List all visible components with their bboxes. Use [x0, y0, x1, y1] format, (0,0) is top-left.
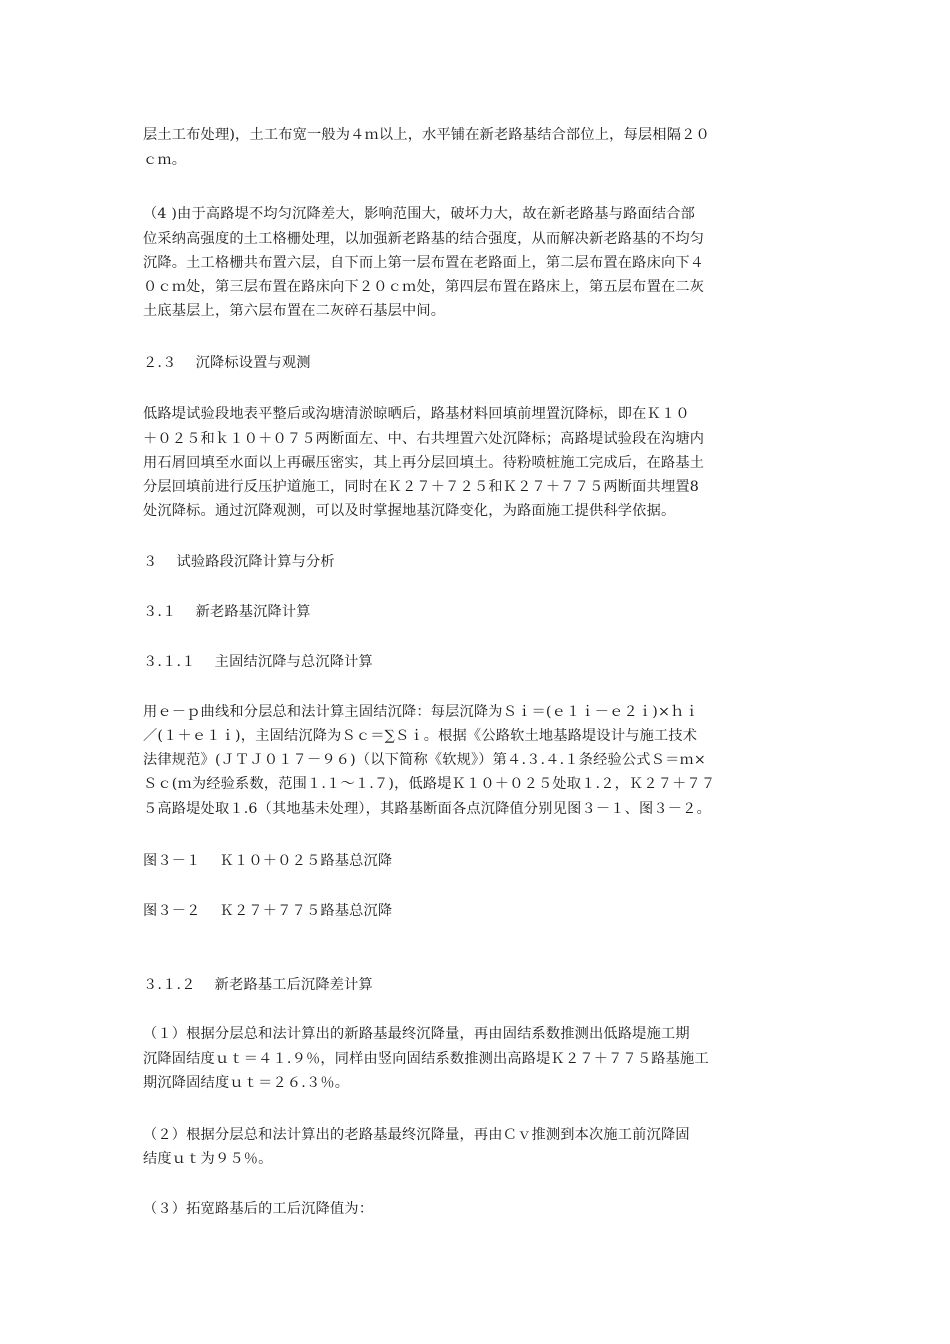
text-line: 处沉降标。通过沉降观测，可以及时掌握地基沉降变化，为路面施工提供科学依据。 — [143, 503, 676, 519]
text-line: Ｓｃ(ｍ为经验系数，范围１.１～１.７)，低路堤Ｋ１０＋０２５处取１.２，Ｋ２７＋７７ — [143, 776, 716, 792]
text-line: 分层回填前进行反压护道施工，同时在Ｋ２７＋７２５和Ｋ２７＋７７５两断面共埋置8 — [143, 479, 699, 495]
figure-caption: 图３－１ Ｋ１０＋０２５路基总沉降 — [143, 853, 393, 869]
text-line: ／(１＋ｅ１ｉ)，主固结沉降为Ｓｃ＝∑Ｓｉ。根据《公路软土地基路堤设计与施工技术 — [143, 728, 698, 744]
text-line: （３）拓宽路基后的工后沉降值为： — [143, 1201, 374, 1217]
text-line: ５高路堤处取１.6（其地基未处理），其路基断面各点沉降值分别见图３－１、图３－２。 — [143, 801, 711, 817]
text-line: 位采纳高强度的土工格栅处理，以加强新老路基的结合强度，从而解决新老路基的不均匀 — [143, 231, 705, 247]
text-line: ０ｃｍ处，第三层布置在路床向下２０ｃｍ处，第四层布置在路床上，第五层布置在二灰 — [143, 279, 705, 295]
text-line: ｃｍ。 — [143, 152, 187, 168]
section-heading: ３.１.１ 主固结沉降与总沉降计算 — [143, 654, 373, 670]
text-line: 用石屑回填至水面以上再碾压密实，其上再分层回填土。待粉喷桩施工完成后，在路基土 — [143, 455, 705, 471]
section-heading: ２.３ 沉降标设置与观测 — [143, 355, 311, 371]
text-line: 层土工布处理)，土工布宽一般为４ｍ以上，水平铺在新老路基结合部位上，每层相隔２０ — [143, 127, 710, 143]
section-heading: ３ 试验路段沉降计算与分析 — [143, 554, 335, 570]
text-line: （２）根据分层总和法计算出的老路基最终沉降量，再由Ｃｖ推测到本次施工前沉降固 — [143, 1127, 690, 1143]
text-line: （4 )由于高路堤不均匀沉降差大，影响范围大，破坏力大，故在新老路基与路面结合部 — [143, 206, 696, 222]
text-line: 用ｅ－ｐ曲线和分层总和法计算主固结沉降：每层沉降为Ｓｉ＝(ｅ１ｉ－ｅ２ｉ)×ｈｉ — [143, 704, 699, 720]
text-line: 土底基层上，第六层布置在二灰碎石基层中间。 — [143, 303, 446, 319]
text-line: ＋０２５和ｋ１０＋０７５两断面左、中、右共埋置六处沉降标；高路堤试验段在沟塘内 — [143, 431, 705, 447]
section-heading: ３.１ 新老路基沉降计算 — [143, 604, 311, 620]
text-line: （１）根据分层总和法计算出的新路基最终沉降量，再由固结系数推测出低路堤施工期 — [143, 1026, 690, 1042]
text-line: 沉降固结度ｕｔ＝４１.９％，同样由竖向固结系数推测出高路堤Ｋ２７＋７７５路基施工 — [143, 1051, 709, 1067]
text-line: 沉降。土工格栅共布置六层，自下而上第一层布置在老路面上，第二层布置在路床向下４ — [143, 255, 705, 271]
section-heading: ３.１.２ 新老路基工后沉降差计算 — [143, 977, 373, 993]
text-line: 低路堤试验段地表平整后或沟塘清淤晾晒后，路基材料回填前埋置沉降标，即在Ｋ１０ — [143, 406, 690, 422]
figure-caption: 图３－２ Ｋ２７＋７７５路基总沉降 — [143, 903, 393, 919]
text-line: 期沉降固结度ｕｔ＝２６.３％。 — [143, 1075, 350, 1091]
text-line: 法律规范》(ＪＴＪ０１７－９６)（以下简称《软规》）第４.３.４.１条经验公式Ｓ＝ｍ× — [143, 752, 706, 768]
text-line: 结度ｕｔ为９５％。 — [143, 1151, 273, 1167]
